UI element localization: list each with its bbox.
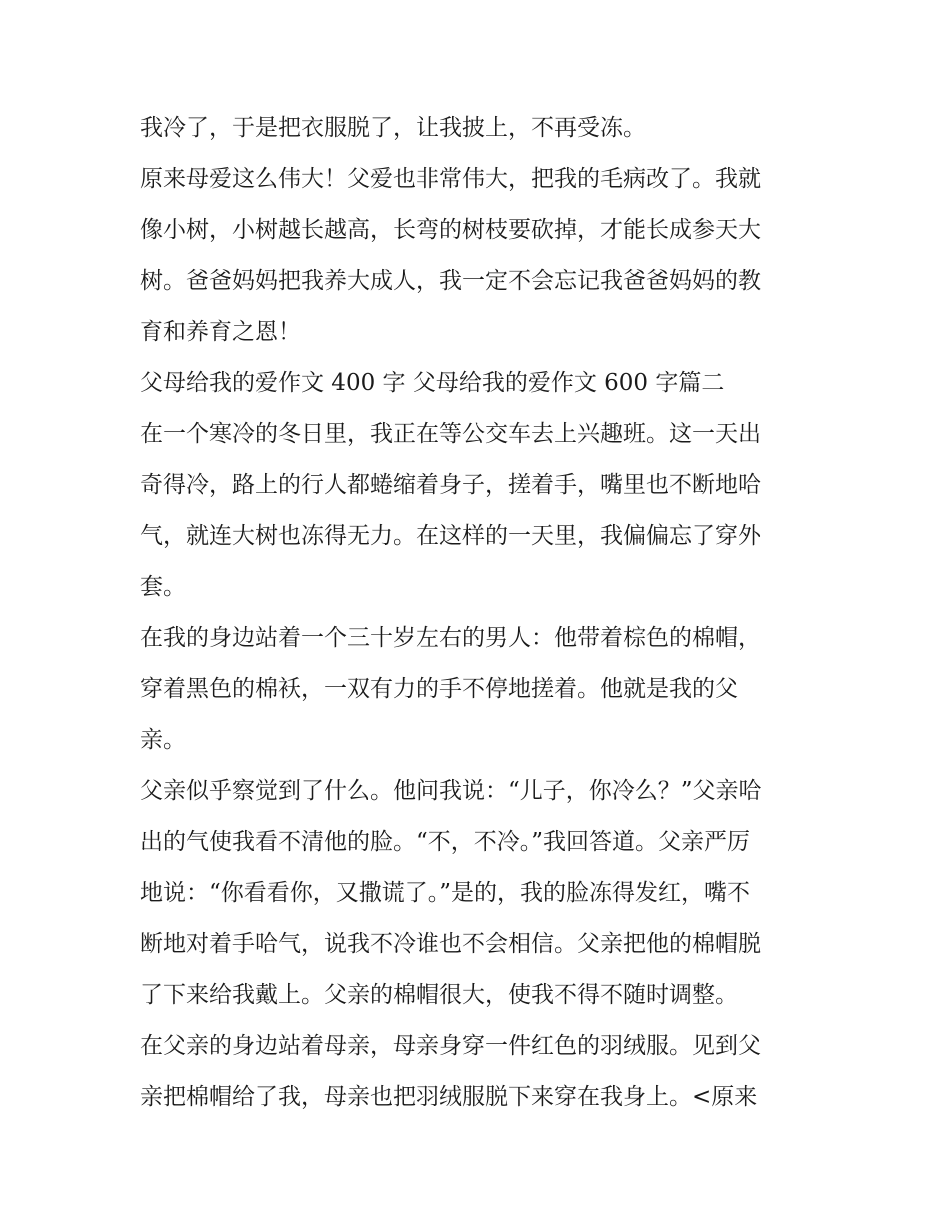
text-line: 我冷了，于是把衣服脱了，让我披上，不再受冻。 (140, 115, 646, 141)
text-line: 气，就连大树也冻得无力。在这样的一天里，我偏偏忘了穿外 (140, 523, 761, 549)
text-line: 奇得冷，路上的行人都蜷缩着身子，搓着手，嘴里也不断地哈 (140, 472, 761, 498)
text-line: 出的气使我看不清他的脸。“不，不冷。”我回答道。父亲严厉 (140, 829, 751, 855)
text-line: 在我的身边站着一个三十岁左右的男人：他带着棕色的棉帽， (140, 625, 761, 651)
text-line: 父亲似乎察觉到了什么。他问我说：“儿子，你冷么？”父亲哈 (140, 778, 762, 804)
text-line: 树。爸爸妈妈把我养大成人，我一定不会忘记我爸爸妈妈的教 (140, 268, 761, 294)
text-line: 亲。 (140, 727, 186, 753)
text-line: 了下来给我戴上。父亲的棉帽很大，使我不得不随时调整。 (140, 982, 738, 1008)
text-line: 育和养育之恩！ (140, 319, 301, 345)
body-text (140, 103, 830, 1123)
text-line: 地说：“你看看你，又撒谎了。”是的，我的脸冻得发红，嘴不 (140, 880, 751, 906)
text-line: 套。 (140, 574, 186, 600)
section-heading: 父母给我的爱作文 400 字 父母给我的爱作文 600 字篇二 (140, 370, 725, 396)
text-line: 断地对着手哈气，说我不冷谁也不会相信。父亲把他的棉帽脱 (140, 931, 761, 957)
text-line: 在一个寒冷的冬日里，我正在等公交车去上兴趣班。这一天出 (140, 421, 761, 447)
text-line: 原来母爱这么伟大！父爱也非常伟大，把我的毛病改了。我就 (140, 166, 761, 192)
text-line: 像小树，小树越长越高，长弯的树枝要砍掉，才能长成参天大 (140, 217, 761, 243)
text-line: 穿着黑色的棉袄，一双有力的手不停地搓着。他就是我的父 (140, 676, 738, 702)
text-line: 亲把棉帽给了我，母亲也把羽绒服脱下来穿在我身上。<原来 (140, 1084, 758, 1110)
text-line: 在父亲的身边站着母亲，母亲身穿一件红色的羽绒服。见到父 (140, 1033, 761, 1059)
